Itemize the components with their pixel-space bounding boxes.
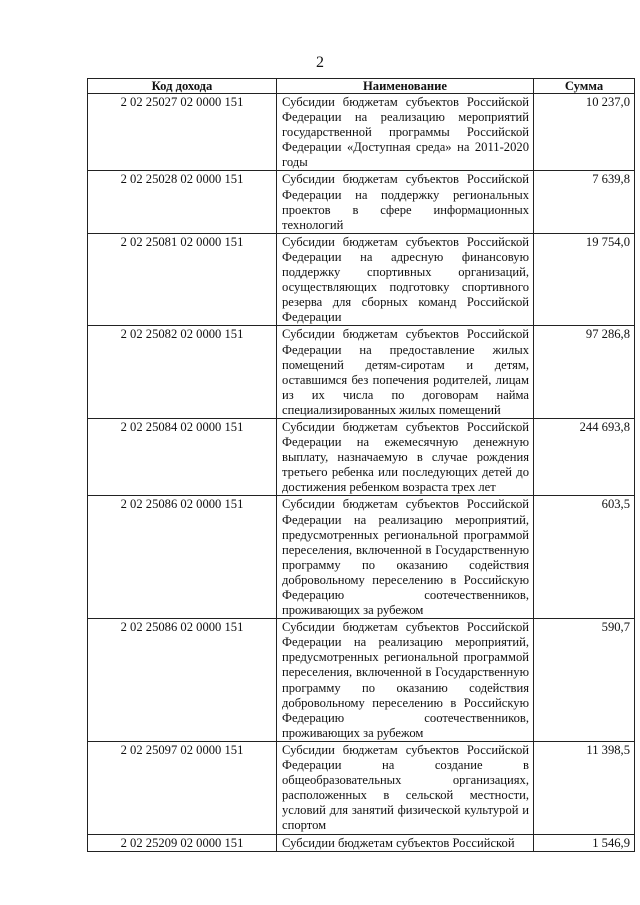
table-row bbox=[88, 418, 635, 495]
income-code: 2 02 25209 02 0000 151 bbox=[88, 834, 277, 851]
table-row bbox=[88, 326, 635, 419]
income-name: Субсидии бюджетам субъектов Российской bbox=[277, 834, 534, 851]
table-row bbox=[88, 94, 635, 171]
income-name: Субсидии бюджетам субъектов Российской Федерации на создание в общеобразовательных организациях, расположенных в сельской местности, условий для занятий физической культурой и спортом bbox=[277, 741, 534, 834]
income-name: Субсидии бюджетам субъектов Российской Федерации на реализацию мероприятий, предусмотренных региональной программой переселения, включенной в Государственную программу по оказанию содействия добровольному переселению в Российскую Федерацию соотечественников, проживающих за рубежом bbox=[277, 619, 534, 742]
income-code: 2 02 25086 02 0000 151 bbox=[88, 619, 277, 742]
table-row bbox=[88, 171, 635, 233]
income-name: Субсидии бюджетам субъектов Российской Федерации на ежемесячную денежную выплату, назначаемую в случае рождения третьего ребенка или последующих детей до достижения ребенком возраста трех лет bbox=[277, 418, 534, 495]
table-row bbox=[88, 496, 635, 619]
table-row bbox=[88, 233, 635, 326]
income-name: Субсидии бюджетам субъектов Российской Федерации на поддержку региональных проектов в сфере информационных технологий bbox=[277, 171, 534, 233]
header-amount: Сумма bbox=[534, 79, 635, 94]
income-code: 2 02 25028 02 0000 151 bbox=[88, 171, 277, 233]
income-amount: 10 237,0 bbox=[534, 94, 635, 171]
income-code: 2 02 25084 02 0000 151 bbox=[88, 418, 277, 495]
header-code: Код дохода bbox=[88, 79, 277, 94]
income-amount: 590,7 bbox=[534, 619, 635, 742]
income-amount: 97 286,8 bbox=[534, 326, 635, 419]
income-amount: 244 693,8 bbox=[534, 418, 635, 495]
revenue-table bbox=[87, 78, 635, 852]
income-amount: 11 398,5 bbox=[534, 741, 635, 834]
income-amount: 1 546,9 bbox=[534, 834, 635, 851]
income-name: Субсидии бюджетам субъектов Российской Федерации на реализацию мероприятий, предусмотренных региональной программой переселения, включенной в Государственную программу по оказанию содействия добровольному переселению в Российскую Федерацию соотечественников, проживающих за рубежом bbox=[277, 496, 534, 619]
header-name: Наименование bbox=[277, 79, 534, 94]
income-code: 2 02 25081 02 0000 151 bbox=[88, 233, 277, 326]
income-code: 2 02 25086 02 0000 151 bbox=[88, 496, 277, 619]
page-number: 2 bbox=[316, 54, 324, 71]
table-row bbox=[88, 741, 635, 834]
table-header-row bbox=[88, 79, 635, 94]
income-name: Субсидии бюджетам субъектов Российской Федерации на адресную финансовую поддержку спортивных организаций, осуществляющих подготовку спортивного резерва для сборных команд Российской Федерации bbox=[277, 233, 534, 326]
income-name: Субсидии бюджетам субъектов Российской Федерации на реализацию мероприятий государственной программы Российской Федерации «Доступная среда» на 2011-2020 годы bbox=[277, 94, 534, 171]
income-code: 2 02 25097 02 0000 151 bbox=[88, 741, 277, 834]
income-amount: 7 639,8 bbox=[534, 171, 635, 233]
income-amount: 603,5 bbox=[534, 496, 635, 619]
table-row bbox=[88, 834, 635, 851]
income-code: 2 02 25082 02 0000 151 bbox=[88, 326, 277, 419]
income-amount: 19 754,0 bbox=[534, 233, 635, 326]
income-code: 2 02 25027 02 0000 151 bbox=[88, 94, 277, 171]
income-name: Субсидии бюджетам субъектов Российской Федерации на предоставление жилых помещений детям-сиротам и детям, оставшимся без попечения родителей, лицам из их числа по договорам найма специализированных жилых помещений bbox=[277, 326, 534, 419]
table-row bbox=[88, 619, 635, 742]
